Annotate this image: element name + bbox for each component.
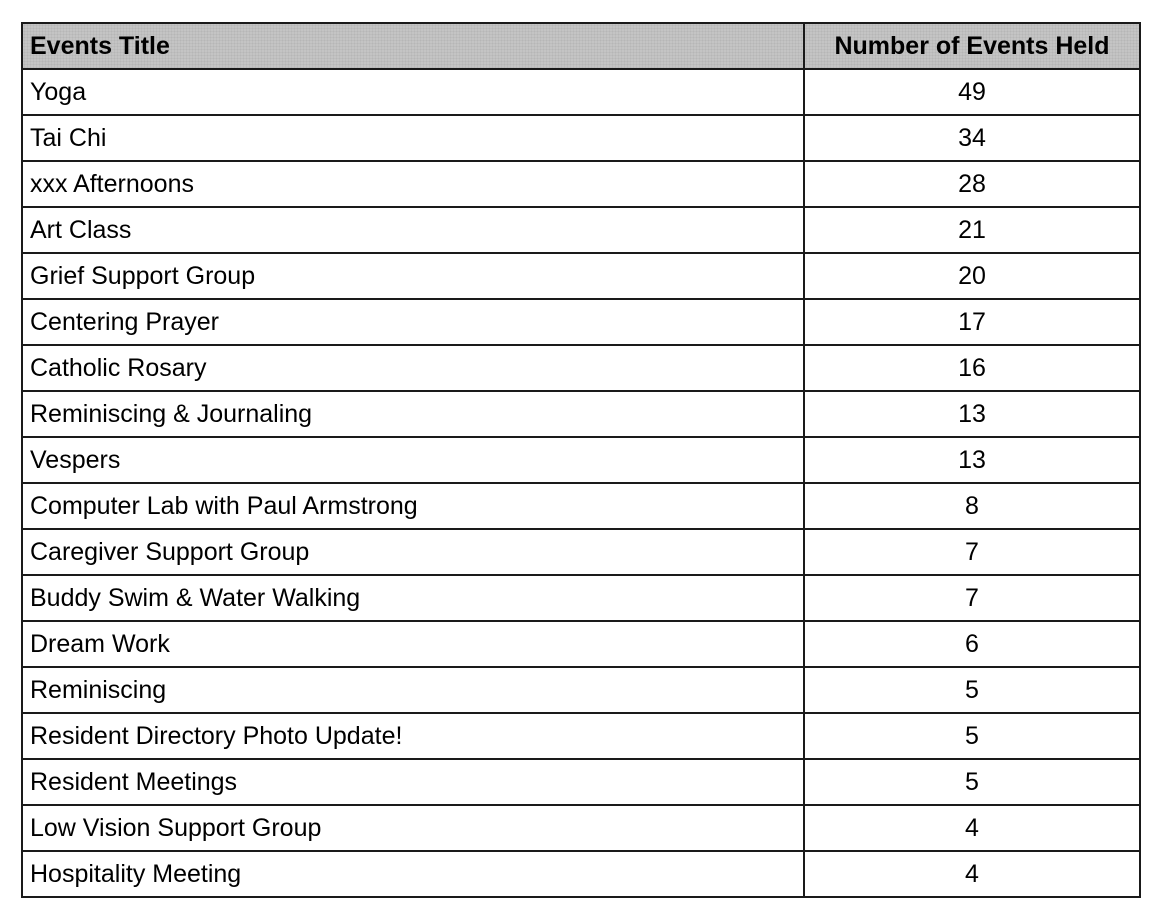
event-count-cell: 49 xyxy=(804,69,1140,115)
event-title-cell: xxx Afternoons xyxy=(22,161,804,207)
event-count-cell: 13 xyxy=(804,391,1140,437)
event-title-cell: Hospitality Meeting xyxy=(22,851,804,897)
event-title-cell: Yoga xyxy=(22,69,804,115)
table-body xyxy=(22,69,1140,897)
table-row xyxy=(22,529,1140,575)
event-count-cell: 5 xyxy=(804,759,1140,805)
table-row xyxy=(22,345,1140,391)
table-row xyxy=(22,299,1140,345)
event-count-cell: 34 xyxy=(804,115,1140,161)
table-row xyxy=(22,575,1140,621)
event-count-cell: 5 xyxy=(804,667,1140,713)
event-title-cell: Caregiver Support Group xyxy=(22,529,804,575)
event-count-cell: 5 xyxy=(804,713,1140,759)
event-title-cell: Computer Lab with Paul Armstrong xyxy=(22,483,804,529)
event-count-cell: 8 xyxy=(804,483,1140,529)
table-row xyxy=(22,483,1140,529)
header-number-of-events: Number of Events Held xyxy=(804,23,1140,69)
event-count-cell: 4 xyxy=(804,851,1140,897)
event-title-cell: Catholic Rosary xyxy=(22,345,804,391)
event-title-cell: Grief Support Group xyxy=(22,253,804,299)
header-events-title: Events Title xyxy=(22,23,804,69)
table-row xyxy=(22,115,1140,161)
event-count-cell: 4 xyxy=(804,805,1140,851)
event-title-cell: Reminiscing xyxy=(22,667,804,713)
events-table xyxy=(21,22,1141,898)
event-count-cell: 28 xyxy=(804,161,1140,207)
event-count-cell: 16 xyxy=(804,345,1140,391)
event-title-cell: Tai Chi xyxy=(22,115,804,161)
event-title-cell: Art Class xyxy=(22,207,804,253)
event-title-cell: Resident Directory Photo Update! xyxy=(22,713,804,759)
table-row xyxy=(22,161,1140,207)
table-row xyxy=(22,253,1140,299)
header-row xyxy=(22,23,1140,69)
table-row xyxy=(22,667,1140,713)
event-title-cell: Reminiscing & Journaling xyxy=(22,391,804,437)
table-row xyxy=(22,621,1140,667)
table-row xyxy=(22,713,1140,759)
event-count-cell: 7 xyxy=(804,529,1140,575)
event-count-cell: 21 xyxy=(804,207,1140,253)
table-header xyxy=(22,23,1140,69)
event-count-cell: 7 xyxy=(804,575,1140,621)
event-title-cell: Resident Meetings xyxy=(22,759,804,805)
table-row xyxy=(22,759,1140,805)
event-count-cell: 13 xyxy=(804,437,1140,483)
event-count-cell: 6 xyxy=(804,621,1140,667)
table-row xyxy=(22,851,1140,897)
event-count-cell: 20 xyxy=(804,253,1140,299)
event-title-cell: Centering Prayer xyxy=(22,299,804,345)
event-title-cell: Buddy Swim & Water Walking xyxy=(22,575,804,621)
table-row xyxy=(22,207,1140,253)
table-row xyxy=(22,391,1140,437)
event-count-cell: 17 xyxy=(804,299,1140,345)
event-title-cell: Dream Work xyxy=(22,621,804,667)
event-title-cell: Vespers xyxy=(22,437,804,483)
event-title-cell: Low Vision Support Group xyxy=(22,805,804,851)
table-row xyxy=(22,437,1140,483)
table-row xyxy=(22,69,1140,115)
table-row xyxy=(22,805,1140,851)
